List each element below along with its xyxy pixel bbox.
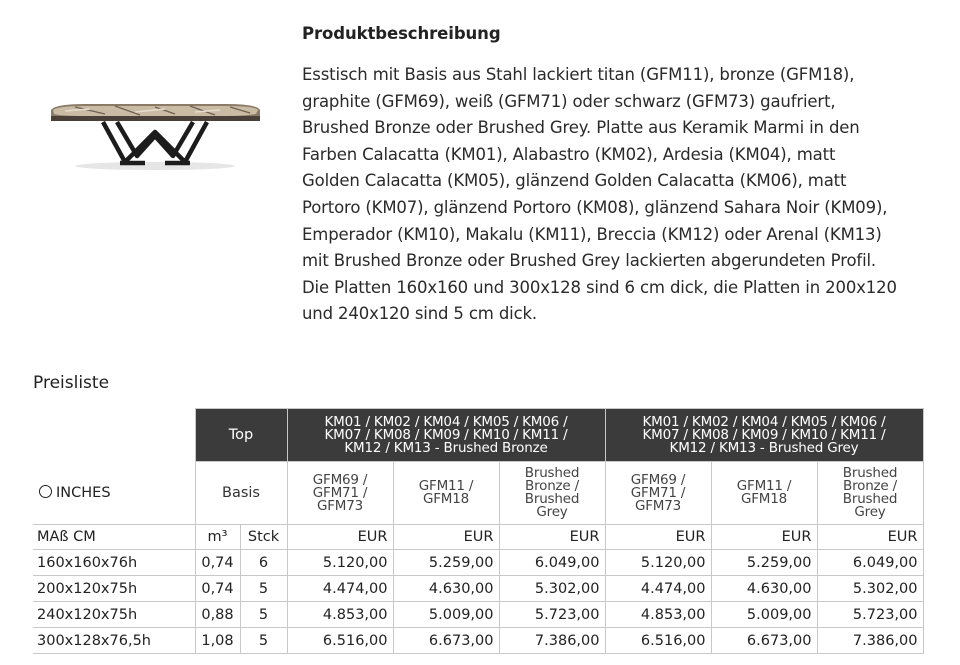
table-row [33, 602, 923, 628]
basis-option-header [499, 462, 605, 525]
basis-option-line: Brushed [842, 491, 898, 507]
size-column-header: MAß CM [33, 525, 195, 550]
size-cell: 300x128x76,5h [33, 628, 195, 654]
price-table [33, 408, 924, 654]
basis-option-line: Grey [536, 504, 568, 520]
currency-header: EUR [817, 525, 923, 550]
price-cell: 5.120,00 [287, 550, 393, 576]
table-row [33, 576, 923, 602]
price-cell: 5.302,00 [499, 576, 605, 602]
description-line: Emperador (KM10), Makalu (KM11), Breccia (KM12) oder Arenal (KM13) [302, 224, 882, 244]
price-cell: 7.386,00 [817, 628, 923, 654]
pieces-cell: 5 [240, 628, 287, 654]
description-line: Esstisch mit Basis aus Stahl lackiert titan (GFM11), bronze (GFM18), [302, 65, 855, 84]
description-line: Portoro (KM07), glänzend Portoro (KM08), glänzend Sahara Noir (KM09), [302, 197, 888, 217]
pieces-cell: 5 [240, 576, 287, 602]
size-cell: 240x120x75h [33, 602, 195, 628]
basis-option-line: Bronze / [843, 478, 897, 494]
price-cell: 4.630,00 [711, 576, 817, 602]
size-cell: 200x120x75h [33, 576, 195, 602]
group-header-line: KM07 / KM08 / KM09 / KM10 / KM11 / [642, 426, 886, 443]
price-cell: 4.853,00 [605, 602, 711, 628]
description-line: Golden Calacatta (KM05), glänzend Golden Calacatta (KM06), matt [302, 171, 847, 191]
price-cell: 7.386,00 [499, 628, 605, 654]
price-cell: 6.673,00 [711, 628, 817, 654]
basis-option-line: GFM11 / [736, 478, 792, 494]
basis-option-line: GFM18 [740, 491, 788, 507]
price-cell: 5.120,00 [605, 550, 711, 576]
price-cell: 5.302,00 [817, 576, 923, 602]
volume-cell: 0,74 [195, 550, 240, 576]
basis-option-line: Brushed [842, 465, 898, 481]
price-cell: 6.516,00 [605, 628, 711, 654]
product-table-image [45, 92, 265, 177]
basis-option-line: GFM11 / [418, 478, 474, 494]
group-header-line: KM01 / KM02 / KM04 / KM05 / KM06 / [324, 413, 568, 430]
price-cell: 5.723,00 [499, 602, 605, 628]
description-line: und 240x120 sind 5 cm dick. [302, 304, 537, 324]
pieces-cell: 6 [240, 550, 287, 576]
basis-option-line: GFM73 [316, 497, 364, 514]
currency-header: EUR [711, 525, 817, 550]
currency-header: EUR [499, 525, 605, 550]
basis-option-line: Brushed [524, 491, 580, 507]
price-cell: 4.630,00 [393, 576, 499, 602]
pieces-column-header: Stck [240, 525, 287, 550]
currency-header: EUR [393, 525, 499, 550]
description-heading: Produktbeschreibung [302, 24, 501, 43]
group-header-line: KM12 / KM13 - Brushed Grey [669, 439, 859, 456]
price-cell: 4.474,00 [605, 576, 711, 602]
price-cell: 5.723,00 [817, 602, 923, 628]
basis-option-header [287, 462, 393, 525]
description-line: Brushed Bronze oder Brushed Grey. Platte aus Keramik Marmi in den [302, 118, 860, 138]
price-cell: 6.516,00 [287, 628, 393, 654]
pricelist-heading: Preisliste [33, 373, 110, 393]
radio-icon[interactable] [39, 485, 52, 498]
basis-option-line: GFM73 [634, 497, 682, 514]
currency-header: EUR [605, 525, 711, 550]
price-cell: 5.009,00 [711, 602, 817, 628]
group-header-line: KM07 / KM08 / KM09 / KM10 / KM11 / [324, 426, 568, 443]
price-cell: 6.049,00 [817, 550, 923, 576]
basis-option-line: GFM71 / [630, 484, 686, 501]
price-cell: 6.049,00 [499, 550, 605, 576]
price-cell: 5.259,00 [711, 550, 817, 576]
basis-header: Basis [195, 462, 287, 525]
description-line: Farben Calacatta (KM01), Alabastro (KM02), Ardesia (KM04), matt [302, 144, 836, 164]
description-line: mit Brushed Bronze oder Brushed Grey lackierten abgerundeten Profil. [302, 251, 877, 271]
inches-toggle[interactable] [33, 462, 195, 525]
basis-option-header [711, 462, 817, 525]
table-row [33, 550, 923, 576]
basis-option-line: GFM71 / [312, 484, 368, 501]
description-body [302, 62, 952, 328]
basis-option-line: Bronze / [525, 478, 579, 494]
basis-option-line: Brushed [524, 465, 580, 481]
price-cell: 4.853,00 [287, 602, 393, 628]
price-cell: 4.474,00 [287, 576, 393, 602]
volume-column-header: m³ [195, 525, 240, 550]
volume-cell: 0,74 [195, 576, 240, 602]
pieces-cell: 5 [240, 602, 287, 628]
top-header: Top [195, 409, 287, 462]
basis-option-line: Grey [854, 504, 886, 520]
basis-option-line: GFM69 / [312, 471, 368, 488]
volume-cell: 0,88 [195, 602, 240, 628]
price-cell: 6.673,00 [393, 628, 499, 654]
group-header-brushed-grey [605, 409, 923, 462]
size-cell: 160x160x76h [33, 550, 195, 576]
description-line: Die Platten 160x160 und 300x128 sind 6 cm dick, die Platten in 200x120 [302, 277, 897, 297]
table-row [33, 628, 923, 654]
basis-option-header [393, 462, 499, 525]
volume-cell: 1,08 [195, 628, 240, 654]
inches-label: INCHES [56, 484, 111, 501]
price-cell: 5.009,00 [393, 602, 499, 628]
group-header-line: KM12 / KM13 - Brushed Bronze [344, 439, 548, 456]
basis-option-header [817, 462, 923, 525]
group-header-line: KM01 / KM02 / KM04 / KM05 / KM06 / [642, 413, 886, 430]
group-header-brushed-bronze [287, 409, 605, 462]
table-corner-blank [33, 409, 195, 462]
price-cell: 5.259,00 [393, 550, 499, 576]
basis-option-line: GFM69 / [630, 471, 686, 488]
description-line: graphite (GFM69), weiß (GFM71) oder schwarz (GFM73) gaufriert, [302, 91, 836, 111]
basis-option-header [605, 462, 711, 525]
currency-header: EUR [287, 525, 393, 550]
basis-option-line: GFM18 [422, 491, 470, 507]
